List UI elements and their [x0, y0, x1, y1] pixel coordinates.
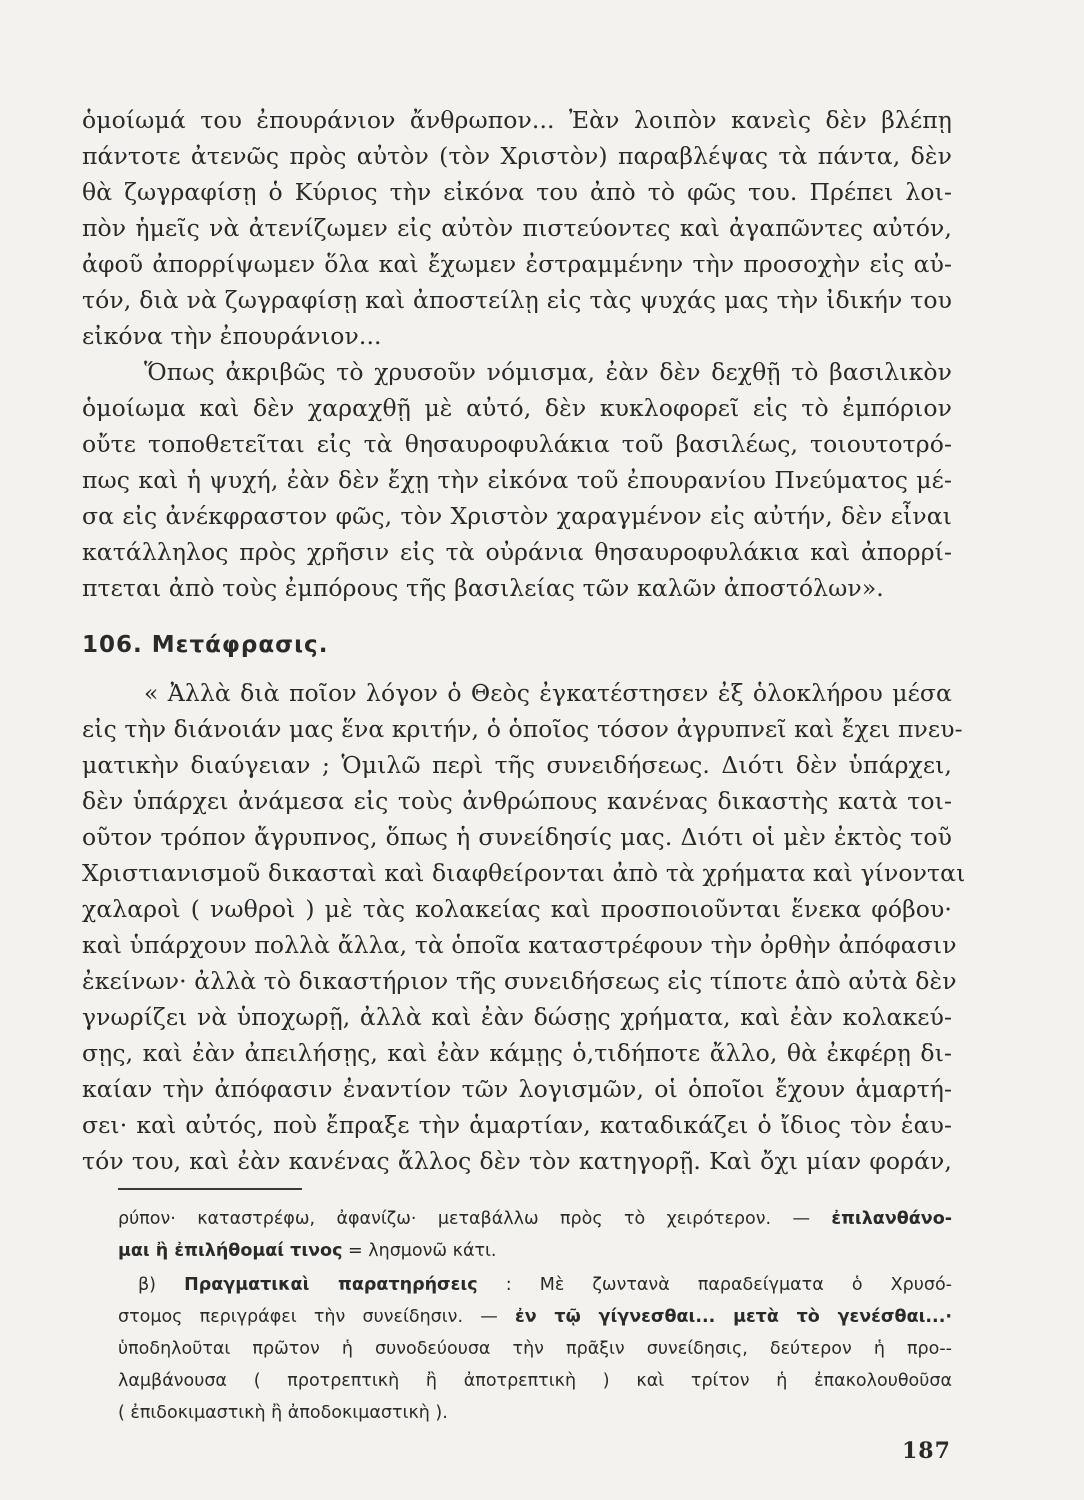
text-line: ὁμοίωμα καὶ δὲν χαραχθῇ μὲ αὐτό, δὲν κυκλοφορεῖ εἰς τὸ ἐμπόριον [82, 394, 952, 422]
text-line: πτεται ἀπὸ τοὺς ἐμπόρους τῆς βασιλείας τῶν καλῶν ἀποστόλων». [82, 574, 884, 602]
text-line: ἐκείνων· ἀλλὰ τὸ δικαστήριον τῆς συνειδήσεως εἰς τίποτε ἀπὸ αὐτὰ δὲν [82, 967, 957, 995]
text-line: πὸν ἡμεῖς νὰ ἀτενίζωμεν εἰς αὐτὸν πιστεύοντες καὶ ἀγαπῶντες αὐτόν, [82, 214, 952, 242]
text-line: θὰ ζωγραφίσῃ ὁ Κύριος τὴν εἰκόνα του ἀπὸ τὸ φῶς του. Πρέπει λοι- [82, 178, 952, 206]
section-heading: 106. Μετάφρασις. [82, 632, 329, 658]
footnote-line: λαμβάνουσα ( προτρεπτικὴ ἢ ἀποτρεπτικὴ ) καὶ τρίτον ἡ ἐπακολουθοῦσα [118, 1371, 952, 1391]
text-line: δὲν ὑπάρχει ἀνάμεσα εἰς τοὺς ἀνθρώπους κανένας δικαστὴς κατὰ τοι- [82, 787, 952, 815]
footnote-line: ὑποδηλοῦται πρῶτον ἡ συνοδεύουσα τὴν πρᾶξιν συνείδησις, δεύτερον ἡ προ-- [118, 1339, 952, 1359]
text-line: καὶ ὑπάρχουν πολλὰ ἄλλα, τὰ ὁποῖα καταστρέφουν τὴν ὀρθὴν ἀπόφασιν [82, 931, 957, 959]
footnote-line [118, 1272, 952, 1298]
text-line: εἰκόνα τὴν ἐπουράνιον... [82, 322, 382, 350]
text-line: ματικὴν διαύγειαν ; Ὁμιλῶ περὶ τῆς συνειδήσεως. Διότι δὲν ὑπάρχει, [82, 751, 952, 779]
footnote-text: = λησμονῶ κάτι. [342, 1241, 497, 1261]
footnote-text: : Μὲ ζωντανὰ παραδείγματα ὁ Χρυσό- [477, 1275, 952, 1295]
text-line: κατάλληλος πρὸς χρῆσιν εἰς τὰ οὐράνια θησαυροφυλάκια καὶ ἀπορρί- [82, 538, 952, 566]
footnote-divider [118, 1188, 302, 1190]
text-line: πως καὶ ἡ ψυχή, ἐὰν δὲν ἔχῃ τὴν εἰκόνα τοῦ ἐπουρανίου Πνεύματος μέ- [82, 466, 952, 494]
footnote-term: ἐν τῷ γίγνεσθαι... μετὰ τὸ γενέσθαι...· [514, 1307, 952, 1327]
text-line: πάντοτε ἀτενῶς πρὸς αὐτὸν (τὸν Χριστὸν) παραβλέψας τὰ πάντα, δὲν [82, 142, 952, 170]
text-line: ἀφοῦ ἀπορρίψωμεν ὅλα καὶ ἔχωμεν ἐστραμμένην τὴν προσοχὴν εἰς αὐ- [82, 250, 952, 278]
footnote-text: ρύπον· καταστρέφω, ἀφανίζω· μεταβάλλω πρὸς τὸ χειρότερον. — [118, 1209, 832, 1229]
text-line: γνωρίζει νὰ ὑποχωρῇ, ἀλλὰ καὶ ἐὰν δώσῃς χρήματα, καὶ ἐὰν κολακεύ- [82, 1003, 952, 1031]
text-line: τόν του, καὶ ἐὰν κανένας ἄλλος δὲν τὸν κατηγορῇ. Καὶ ὄχι μίαν φοράν, [82, 1147, 952, 1175]
text-line: οῦτον τρόπον ἄγρυπνος, ὅπως ἡ συνείδησίς μας. Διότι οἱ μὲν ἐκτὸς τοῦ [82, 823, 952, 851]
text-line: εἰς τὴν διάνοιάν μας ἕνα κριτήν, ὁ ὁποῖος τόσον ἀγρυπνεῖ καὶ ἔχει πνευ- [82, 715, 963, 743]
text-line: Ὅπως ἀκριβῶς τὸ χρυσοῦν νόμισμα, ἐὰν δὲν δεχθῇ τὸ βασιλικὸν [144, 358, 952, 386]
text-line: « Ἀλλὰ διὰ ποῖον λόγον ὁ Θεὸς ἐγκατέστησεν ἐξ ὁλοκλήρου μέσα [144, 679, 952, 707]
footnote-line [118, 1206, 952, 1232]
footnote-line: ( ἐπιδοκιμαστικὴ ἢ ἀποδοκιμαστικὴ ). [118, 1403, 448, 1423]
footnote-line [118, 1238, 952, 1264]
text-line: σῃς, καὶ ἐὰν ἀπειλήσῃς, καὶ ἐὰν κάμῃς ὁ,τιδήποτε ἄλλο, θὰ ἐκφέρῃ δι- [82, 1039, 952, 1067]
text-line: τόν, διὰ νὰ ζωγραφίσῃ καὶ ἀποστείλῃ εἰς τὰς ψυχάς μας τὴν ἰδικήν του [82, 286, 952, 314]
text-line: σει· καὶ αὐτός, ποὺ ἔπραξε τὴν ἁμαρτίαν, καταδικάζει ὁ ἴδιος τὸν ἑαυ- [82, 1111, 952, 1139]
text-line: οὔτε τοποθετεῖται εἰς τὰ θησαυροφυλάκια τοῦ βασιλέως, τοιουτοτρό- [82, 430, 952, 458]
text-line: Χριστιανισμοῦ δικασταὶ καὶ διαφθείρονται ἀπὸ τὰ χρήματα καὶ γίνονται [82, 859, 966, 887]
footnote-text: β) [138, 1275, 185, 1295]
text-line: χαλαροὶ ( νωθροὶ ) μὲ τὰς κολακείας καὶ προσποιοῦνται ἕνεκα φόβου· [82, 895, 952, 923]
text-line: ὁμοίωμά του ἐπουράνιον ἄνθρωπον... Ἐὰν λοιπὸν κανεὶς δὲν βλέπῃ [82, 106, 952, 134]
footnote-line [118, 1304, 952, 1330]
page-number: 187 [902, 1438, 951, 1464]
footnote-term: μαι ἢ ἐπιλήθομαί τινος [118, 1241, 343, 1261]
text-line: σα εἰς ἀνέκφραστον φῶς, τὸν Χριστὸν χαραγμένον εἰς αὐτήν, δὲν εἶναι [82, 502, 952, 530]
footnote-text: στομος περιγράφει τὴν συνείδησιν. — [118, 1307, 515, 1327]
footnote-term: Πραγματικαὶ παρατηρήσεις [184, 1275, 478, 1295]
text-line: καίαν τὴν ἀπόφασιν ἐναντίον τῶν λογισμῶν, οἱ ὁποῖοι ἔχουν ἁμαρτή- [82, 1075, 952, 1103]
footnote-term: ἐπιλανθάνο- [831, 1209, 952, 1229]
